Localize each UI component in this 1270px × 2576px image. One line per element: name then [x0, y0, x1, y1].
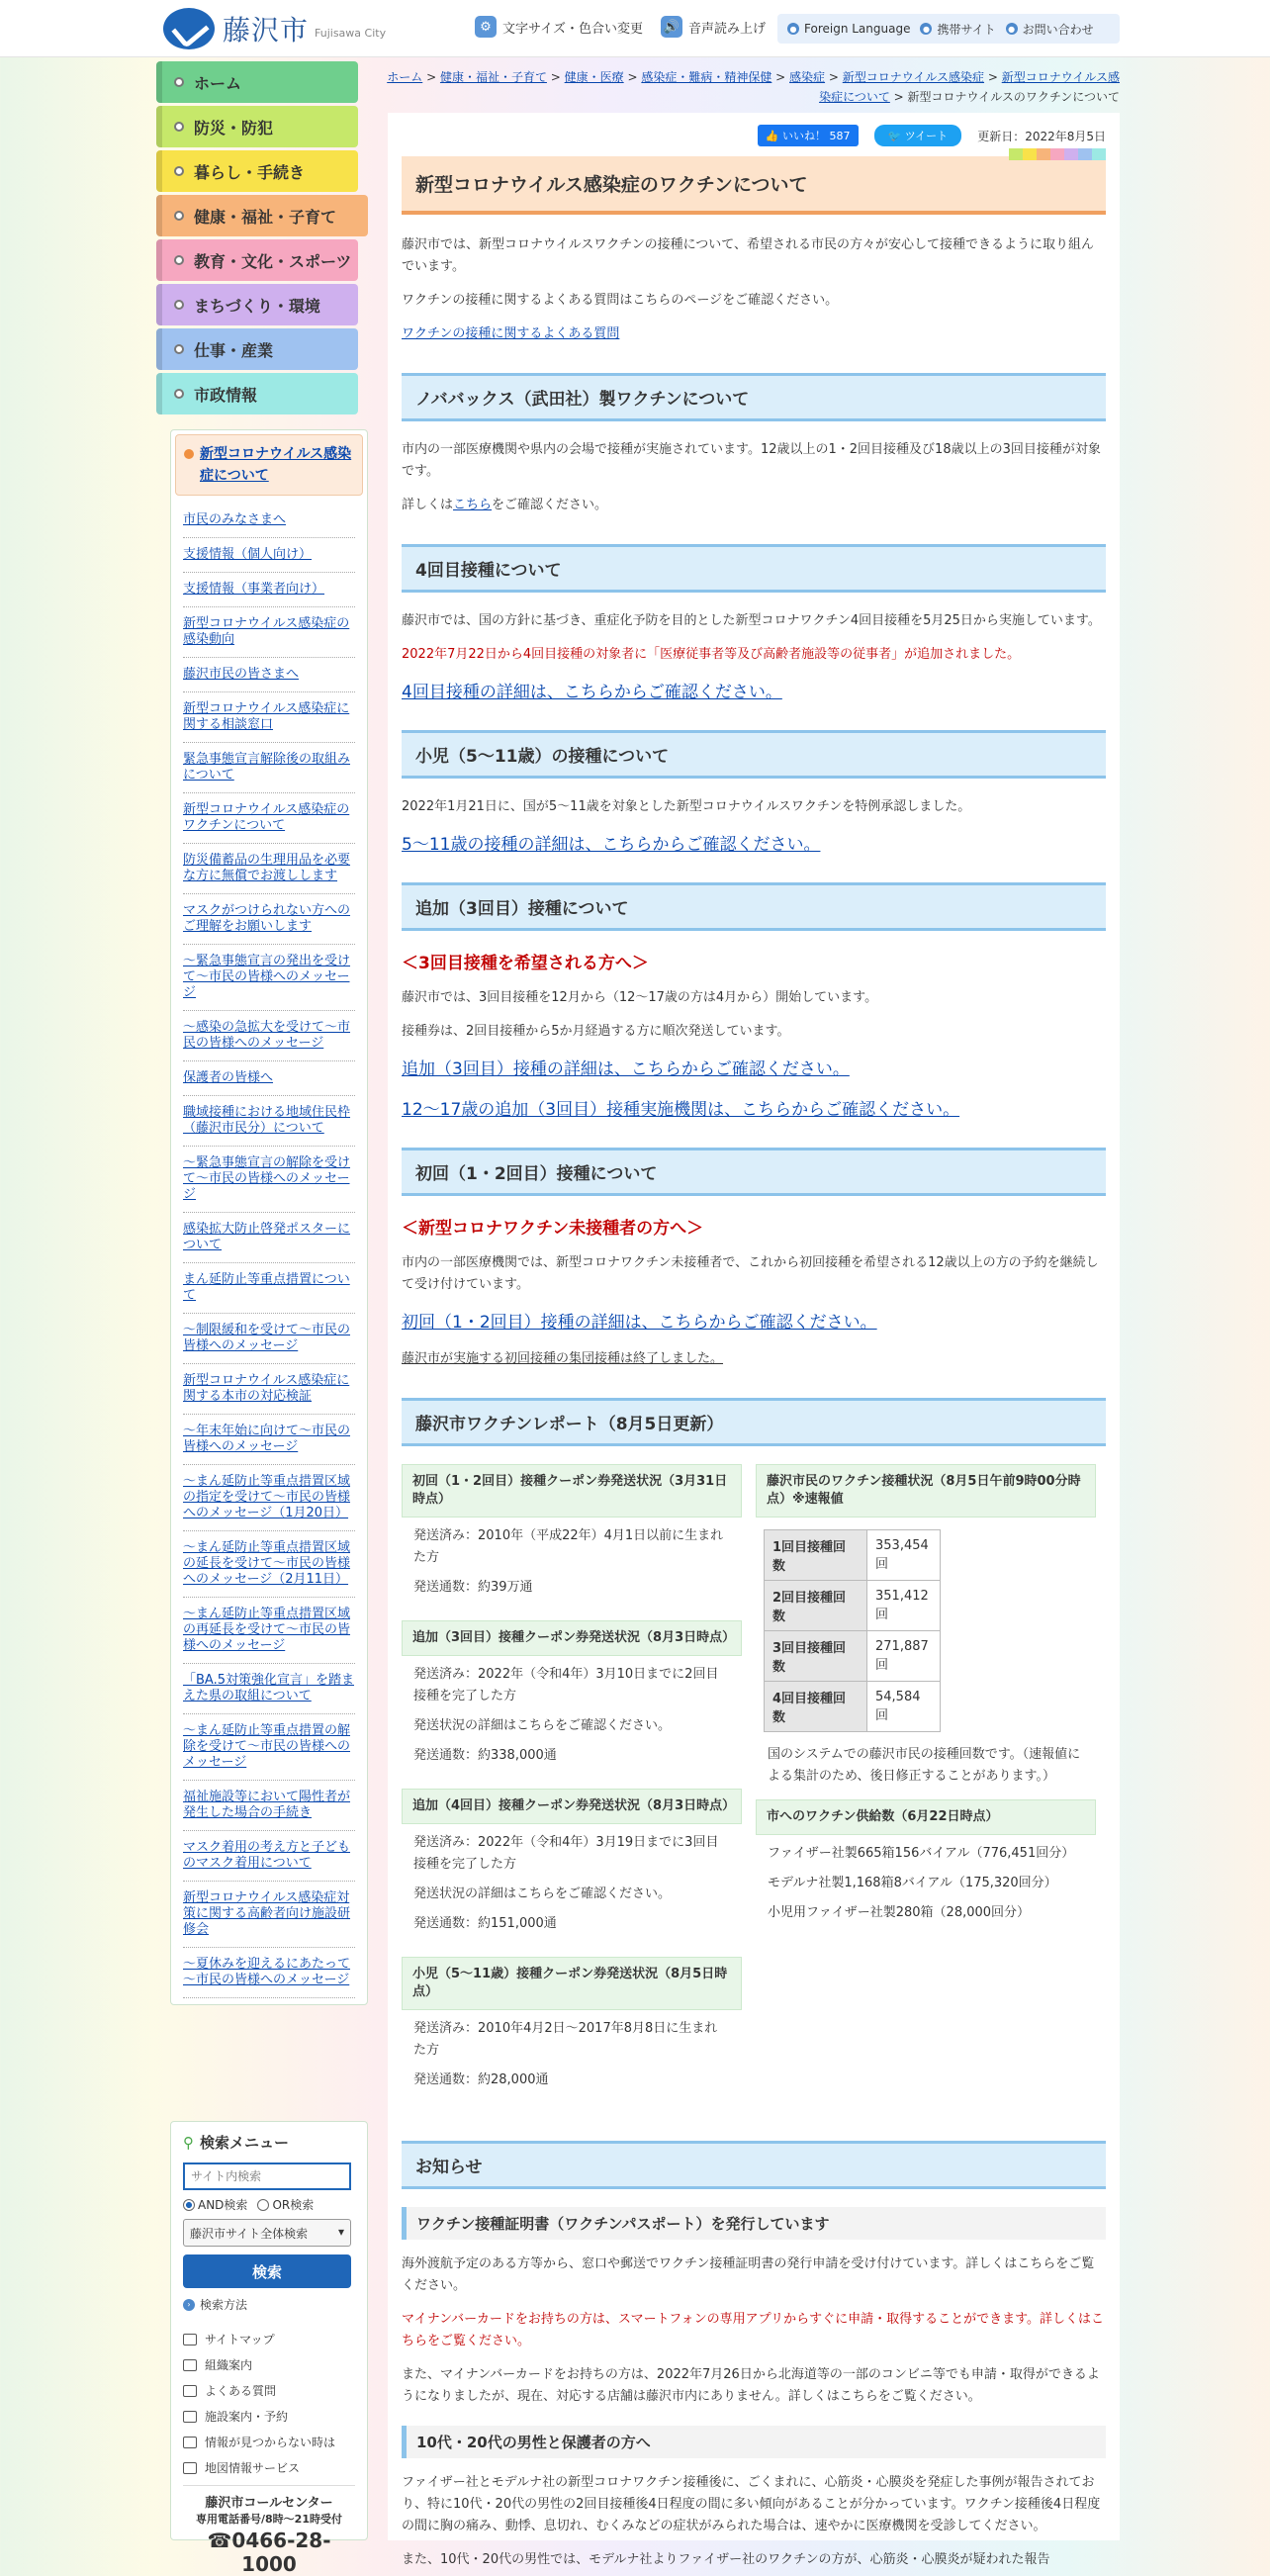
breadcrumb-link[interactable]: 感染症・難病・精神保健	[641, 70, 772, 84]
local-menu-link[interactable]: 職域接種における地域住民枠（藤沢市民分）について	[183, 1105, 351, 1136]
link-icon	[183, 2437, 197, 2448]
breadcrumb-separator: >	[546, 70, 565, 84]
local-menu-link[interactable]: 「BA.5対策強化宣言」を踏まえた県の取組について	[183, 1673, 354, 1703]
faq-link[interactable]: ワクチンの接種に関するよくある質問	[402, 326, 620, 341]
novavax-detail: 詳しくはこちらをご確認ください。	[402, 498, 608, 512]
bullet-icon	[174, 255, 184, 265]
call-center-hours: 専用電話番号/8時～21時受付	[196, 2513, 342, 2526]
third-dose-text1: 藤沢市では、3回目接種を12月から（12～17歳の方は4月から）開始しています。	[402, 990, 878, 1005]
utility-link[interactable]: 施設案内・予約	[183, 2408, 355, 2425]
thumbs-up-icon: 👍	[765, 130, 779, 142]
local-menu-item[interactable]	[183, 1781, 355, 1831]
breadcrumb-separator: >	[825, 70, 843, 84]
bullet-icon	[174, 77, 184, 87]
coupon-card	[402, 1789, 742, 1951]
coupon-card-heading: 初回（1・2回目）接種クーポン券発送状況（3月31日時点）	[402, 1464, 742, 1518]
search-mode	[183, 2196, 355, 2213]
breadcrumb-link[interactable]: 感染症	[789, 70, 826, 84]
breadcrumb-separator: >	[623, 70, 642, 84]
coupon-card-heading: 小児（5～11歳）接種クーポン券発送状況（8月5日時点）	[402, 1957, 742, 2010]
breadcrumb-separator: >	[422, 70, 440, 84]
coupon-card-body	[402, 1824, 742, 1951]
local-menu-item[interactable]	[183, 1213, 355, 1263]
status-value: 271,887回	[867, 1631, 941, 1682]
nav-item-label: まちづくり・環境	[194, 296, 320, 316]
local-menu-link[interactable]: 藤沢市民の皆さまへ	[183, 667, 300, 682]
local-menu-item[interactable]	[183, 1415, 355, 1465]
mobile-site-link[interactable]: ● 携帯サイト	[920, 21, 995, 38]
or-radio[interactable]	[257, 2199, 269, 2211]
local-menu-link[interactable]: まん延防止等重点措置について	[183, 1272, 350, 1303]
arrow-icon: ›	[183, 2299, 195, 2311]
vaccination-status-column	[756, 1464, 1096, 2113]
local-menu-item[interactable]	[183, 1364, 355, 1415]
breadcrumb-link[interactable]: 健康・医療	[564, 70, 624, 84]
voice-label: 音声読み上げ	[688, 21, 767, 37]
fourth-dose-text: 藤沢市では、国の方針に基づき、重症化予防を目的とした新型コロナワクチン4回目接種を5月25日から実施しています。	[402, 613, 1101, 628]
local-menu-link[interactable]: 新型コロナウイルス感染症に関する本市の対応検証	[183, 1373, 350, 1404]
call-center-title: 藤沢市コールセンター	[205, 2496, 333, 2511]
breadcrumb-link[interactable]: 新型コロナウイルス感染症について	[819, 70, 1120, 104]
nav-item-label: 市政情報	[194, 385, 258, 405]
report-heading: 藤沢市ワクチンレポート（8月5日更新）	[402, 1398, 1106, 1446]
local-menu-link[interactable]: ～緊急事態宣言の発出を受けて～市民の皆様へのメッセージ	[183, 954, 351, 1000]
bullet-icon	[174, 166, 184, 176]
novavax-link[interactable]: こちら	[453, 498, 493, 512]
coupon-card-line: 発送状況の詳細はこちらをご確認ください。	[413, 1718, 672, 1733]
fourth-dose-link[interactable]: 4回目接種の詳細は、こちらからご確認ください。	[402, 683, 782, 702]
coupon-card-line: 発送済み：2022年（令和4年）3月19日までに3回目接種を完了した方	[413, 1835, 719, 1872]
coupon-card-body	[402, 2010, 742, 2107]
notice-heading: お知らせ	[402, 2141, 1106, 2189]
local-menu-item[interactable]	[183, 844, 355, 894]
search-input[interactable]	[183, 2162, 351, 2190]
nav-item-label: 暮らし・手続き	[194, 162, 306, 182]
nav-item-1[interactable]	[156, 106, 358, 147]
local-menu-link[interactable]: ～緊急事態宣言の解除を受けて～市民の皆様へのメッセージ	[183, 1155, 351, 1202]
coupon-card-line: 発送済み：2010年（平成22年）4月1日以前に生まれた方	[413, 1528, 724, 1565]
supply-heading: 市へのワクチン供給数（6月22日時点）	[756, 1799, 1096, 1835]
search-menu	[170, 2121, 368, 2576]
status-table	[764, 1529, 941, 1732]
and-label: AND検索	[198, 2198, 248, 2212]
utility-link[interactable]: サイトマップ	[183, 2331, 355, 2347]
global-nav	[156, 61, 358, 417]
local-menu-link[interactable]: 新型コロナウイルス感染症の感染動向	[183, 616, 350, 647]
local-menu-link[interactable]: ～まん延防止等重点措置区域の延長を受けて～市民の皆様へのメッセージ（2月11日）	[183, 1540, 351, 1587]
coupon-card-heading: 追加（3回目）接種クーポン券発送状況（8月3日時点）	[402, 1620, 742, 1656]
status-value: 351,412回	[867, 1581, 941, 1631]
nav-item-5[interactable]	[156, 284, 358, 325]
call-center	[183, 2485, 355, 2576]
third-dose-subheading: ＜3回目接種を希望される方へ＞	[402, 954, 649, 973]
local-menu-item[interactable]	[183, 1465, 355, 1531]
local-menu-item[interactable]	[183, 894, 355, 945]
local-menu-item[interactable]	[183, 538, 355, 573]
supply-item: ファイザー社製665箱156バイアル（776,451回分）	[768, 1846, 1075, 1861]
local-menu-link[interactable]: ～年末年始に向けて～市民の皆様へのメッセージ	[183, 1424, 351, 1454]
and-radio[interactable]	[183, 2199, 195, 2211]
local-menu-item[interactable]	[183, 1147, 355, 1213]
third-dose-text2: 接種券は、2回目接種から5か月経過する方に順次発送しています。	[402, 1024, 790, 1039]
local-menu-link[interactable]: 福祉施設等において陽性者が発生した場合の手続き	[183, 1790, 351, 1820]
speaker-icon: 🔊	[661, 16, 682, 38]
city-emblem-icon	[163, 8, 215, 49]
mobile-icon: ●	[920, 23, 932, 35]
voice-reading-button[interactable]	[661, 16, 766, 38]
status-label: 3回目接種回数	[765, 1631, 867, 1682]
breadcrumb-link[interactable]: 新型コロナウイルス感染症	[842, 70, 985, 84]
status-row	[765, 1581, 941, 1631]
local-menu-link[interactable]: 新型コロナウイルス感染症に関する相談窓口	[183, 701, 350, 732]
first-dose-link[interactable]: 初回（1・2回目）接種の詳細は、こちらからご確認ください。	[402, 1313, 877, 1333]
local-menu	[170, 429, 368, 2005]
local-menu-link[interactable]: ～まん延防止等重点措置の解除を受けて～市民の皆様へのメッセージ	[183, 1723, 351, 1770]
status-heading: 藤沢市民のワクチン接種状況（8月5日午前9時00分時点）※速報値	[756, 1464, 1096, 1518]
local-menu-item[interactable]	[183, 1882, 355, 1948]
local-menu-item[interactable]	[183, 1664, 355, 1714]
local-menu-item[interactable]	[183, 573, 355, 607]
breadcrumb-link[interactable]: 健康・福祉・子育て	[439, 70, 547, 84]
local-menu-link[interactable]: 新型コロナウイルス感染症のワクチンについて	[183, 802, 350, 833]
certificate-heading: ワクチン接種証明書（ワクチンパスポート）を発行しています	[402, 2207, 1106, 2240]
supply-list	[756, 1835, 1096, 1940]
utility-link[interactable]: よくある質問	[183, 2382, 355, 2399]
nav-item-label: 防災・防犯	[194, 118, 274, 138]
font-color-button[interactable]	[475, 16, 643, 38]
local-menu-item[interactable]	[183, 945, 355, 1011]
local-menu-item[interactable]	[183, 1263, 355, 1314]
breadcrumb-current: 新型コロナウイルスのワクチンについて	[907, 90, 1120, 104]
local-menu-item[interactable]	[183, 1598, 355, 1664]
page-title: 新型コロナウイルス感染症のワクチンについて	[402, 156, 1106, 215]
status-value: 353,454回	[867, 1530, 941, 1581]
local-menu-link[interactable]: マスクがつけられない方へのご理解をお願いします	[183, 903, 351, 934]
bullet-icon	[174, 389, 184, 399]
local-menu-item[interactable]	[183, 1314, 355, 1364]
bullet-icon	[174, 344, 184, 354]
local-menu-link[interactable]: 保護者の皆様へ	[183, 1070, 274, 1085]
status-note: 国のシステムでの藤沢市民の接種回数です。（速報値による集計のため、後日修正することがあります。）	[768, 1747, 1081, 1784]
local-menu-link[interactable]: 市民のみなさまへ	[183, 512, 287, 527]
novavax-heading: ノババックス（武田社）製ワクチンについて	[402, 373, 1106, 421]
local-menu-item[interactable]	[183, 1011, 355, 1061]
child-heading: 小児（5～11歳）の接種について	[402, 730, 1106, 779]
breadcrumb-link[interactable]: ホーム	[387, 70, 423, 84]
child-link[interactable]: 5～11歳の接種の詳細は、こちらからご確認ください。	[402, 835, 821, 855]
utility-link[interactable]: 情報が見つからない時は	[183, 2434, 355, 2450]
status-label: 4回目接種回数	[765, 1682, 867, 1732]
nav-item-4[interactable]	[156, 239, 358, 281]
nav-item-label: ホーム	[194, 73, 242, 93]
breadcrumb-separator: >	[889, 90, 908, 104]
local-menu-link[interactable]: 緊急事態宣言解除後の取組みについて	[183, 752, 351, 782]
status-row	[765, 1682, 941, 1732]
local-menu-link[interactable]: 感染拡大防止啓発ポスターについて	[183, 1222, 351, 1252]
bullet-icon	[174, 211, 184, 221]
foreign-language-link[interactable]: ● Foreign Language	[787, 22, 910, 36]
link-icon	[183, 2334, 197, 2346]
site-logo[interactable]	[163, 8, 386, 49]
local-menu-link[interactable]: 新型コロナウイルス感染症対策に関する高齢者向け施設研修会	[183, 1890, 351, 1937]
local-menu-item[interactable]	[183, 1948, 355, 1998]
twitter-icon: 🐦	[887, 130, 902, 142]
local-menu-item[interactable]	[183, 1096, 355, 1147]
chevron-down-icon: ▾	[337, 2225, 344, 2239]
mail-icon: ●	[1006, 23, 1018, 35]
local-menu-link[interactable]: ～まん延防止等重点措置区域の再延長を受けて～市民の皆様へのメッセージ	[183, 1607, 351, 1653]
local-menu-link[interactable]: ～まん延防止等重点措置区域の指定を受けて～市民の皆様へのメッセージ（1月20日）	[183, 1474, 351, 1520]
link-icon	[183, 2385, 197, 2397]
local-menu-item[interactable]	[183, 1714, 355, 1781]
search-howto-link[interactable]: › 検索方法	[183, 2296, 355, 2313]
facebook-like-button[interactable]: 👍 いいね！ 587	[758, 125, 859, 146]
status-label: 2回目接種回数	[765, 1581, 867, 1631]
local-menu-item[interactable]	[183, 1531, 355, 1598]
local-menu-item[interactable]	[183, 607, 355, 658]
young-men-heading: 10代・20代の男性と保護者の方へ	[402, 2426, 1106, 2458]
breadcrumb	[386, 67, 1120, 107]
coupon-card-line: 発送通数：約28,000通	[413, 2072, 549, 2087]
site-header	[0, 0, 1270, 57]
gear-icon: ⚙	[475, 16, 497, 38]
coupon-card	[402, 1620, 742, 1783]
intro-text: 藤沢市では、新型コロナウイルスワクチンの接種について、希望される市民の方々が安心して接種できるように取り組んでいます。	[402, 237, 1095, 274]
coupon-card-heading: 追加（4回目）接種クーポン券発送状況（8月3日時点）	[402, 1789, 742, 1824]
bullet-icon	[174, 122, 184, 132]
font-color-label: 文字サイズ・色合い変更	[502, 21, 643, 37]
coupon-status-column	[402, 1464, 742, 2113]
local-menu-item[interactable]	[183, 1831, 355, 1882]
nav-item-2[interactable]	[156, 150, 358, 192]
link-icon	[183, 2411, 197, 2423]
local-menu-item[interactable]	[183, 658, 355, 692]
local-menu-item[interactable]	[183, 504, 355, 538]
tweet-button[interactable]: 🐦 ツイート	[874, 125, 962, 146]
status-value: 54,584回	[867, 1682, 941, 1732]
contact-link[interactable]: ● お問い合わせ	[1006, 21, 1094, 38]
local-menu-link[interactable]: マスク着用の考え方と子どものマスク着用について	[183, 1840, 351, 1871]
local-menu-link[interactable]: ～夏休みを迎えるにあたって～市民の皆様へのメッセージ	[183, 1957, 351, 1987]
local-menu-item[interactable]	[183, 793, 355, 844]
first-dose-subheading: ＜新型コロナワクチン未接種者の方へ＞	[402, 1219, 704, 1239]
coupon-card-line: 発送通数：約151,000通	[413, 1916, 557, 1931]
local-menu-link[interactable]: ～制限緩和を受けて～市民の皆様へのメッセージ	[183, 1323, 351, 1353]
status-label: 1回目接種回数	[765, 1530, 867, 1581]
nav-item-0[interactable]	[156, 61, 358, 103]
certificate-text1: 海外渡航予定のある方等から、窓口や郵送でワクチン接種証明書の発行申請を受け付けています。詳しくはこちらをご覧ください。	[402, 2256, 1095, 2293]
search-menu-title: ⚲ 検索メニュー	[183, 2133, 290, 2152]
first-dose-text: 市内の一部医療機関では、新型コロナワクチン未接種者で、これから初回接種を希望される12歳以上の方の予約を継続して受け付けています。	[402, 1255, 1099, 1292]
child-text: 2022年1月21日に、国が5～11歳を対象とした新型コロナウイルスワクチンを特例承認しました。	[402, 799, 971, 814]
coupon-card-line: 発送済み：2010年4月2日～2017年8月8日に生まれた方	[413, 2021, 718, 2058]
third-dose-link[interactable]: 追加（3回目）接種の詳細は、こちらからご確認ください。	[402, 1059, 850, 1079]
local-menu-item[interactable]	[183, 743, 355, 793]
vaccine-report	[402, 1464, 1106, 2113]
supply-item: 小児用ファイザー社製280箱（28,000回分）	[768, 1905, 1031, 1920]
myocarditis-text2: また、10代・20代の男性では、モデルナ社よりファイザー社のワクチンの方が、心筋炎・心膜炎が疑われた報告	[402, 2552, 1050, 2567]
local-menu-link[interactable]: 防災備蓄品の生理用品を必要な方に無償でお渡しします	[183, 853, 351, 883]
coupon-card-line: 発送通数：約338,000通	[413, 1748, 557, 1763]
leaf-icon: ⚲	[183, 2133, 194, 2152]
third-dose-teen-link[interactable]: 12～17歳の追加（3回目）接種実施機関は、こちらからご確認ください。	[402, 1100, 960, 1120]
fourth-dose-notice: 2022年7月22日から4回目接種の対象者に「医療従事者等及び高齢者施設等の従事者」が追加されました。	[402, 647, 1021, 662]
local-menu-link[interactable]: 支援情報（事業者向け）	[183, 582, 325, 597]
local-menu-heading-link[interactable]: 新型コロナウイルス感染症について	[200, 446, 352, 484]
link-icon	[183, 2359, 197, 2371]
breadcrumb-separator: >	[771, 70, 790, 84]
breadcrumb-separator: >	[984, 70, 1002, 84]
status-row	[765, 1530, 941, 1581]
logo-english: Fujisawa City	[315, 26, 387, 40]
color-swatch-decoration	[1009, 148, 1106, 160]
local-menu-link[interactable]: ～感染の急拡大を受けて～市民の皆様へのメッセージ	[183, 1020, 351, 1051]
myocarditis-text: ファイザー社とモデルナ社の新型コロナワクチン接種後に、ごくまれに、心筋炎・心膜炎を発症した事例が報告されており、特に10代・20代の男性の2回目接種後4日程度の間に多い傾向があることが分かっています。ワクチン接種後4日程度の間に胸の痛み、動悸、息切れ、むくみなどの症状がみられた場合は、速やかに医療機関を受診してください。	[402, 2475, 1101, 2533]
coupon-card-body	[402, 1656, 742, 1783]
local-menu-item[interactable]	[183, 692, 355, 743]
coupon-card-body	[402, 1518, 742, 1614]
header-links	[777, 14, 1120, 44]
coupon-card	[402, 1464, 742, 1614]
globe-icon: ●	[787, 23, 799, 35]
social-bar	[402, 125, 1106, 146]
bullet-icon	[174, 300, 184, 310]
novavax-text: 市内の一部医療機関や県内の会場で接種が実施されています。12歳以上の1・2回目接種及び18歳以上の3回目接種が対象です。	[402, 442, 1101, 479]
certificate-text3: また、マイナンバーカードをお持ちの方は、2022年7月26日から北海道等の一部のコンビニ等でも申請・取得ができるようになりましたが、現在、対応する店舗は藤沢市内にありません。詳しくはこちらをご覧ください。	[402, 2367, 1100, 2404]
link-icon	[183, 2462, 197, 2474]
search-button[interactable]: 検索	[183, 2254, 351, 2288]
certificate-text2: マイナンバーカードをお持ちの方は、スマートフォンの専用アプリからすぐに申請・取得することができます。詳しくはこちらをご覧ください。	[402, 2312, 1105, 2348]
logo-text: 藤沢市	[223, 14, 310, 46]
coupon-card-line: 発送通数：約39万通	[413, 1580, 533, 1595]
coupon-card-line: 発送済み：2022年（令和4年）3月10日までに2回目接種を完了した方	[413, 1667, 719, 1703]
updated-date: 更新日：2022年8月5日	[977, 129, 1106, 143]
nav-item-3[interactable]	[156, 195, 368, 236]
nav-item-7[interactable]	[156, 373, 358, 414]
phone-icon: ☎	[207, 2529, 232, 2552]
local-menu-item[interactable]	[183, 1061, 355, 1096]
fourth-dose-heading: 4回目接種について	[402, 544, 1106, 593]
call-center-number[interactable]: ☎0466-28-1000	[207, 2529, 331, 2576]
coupon-card-line: 発送状況の詳細はこちらをご確認ください。	[413, 1886, 672, 1901]
utility-link[interactable]: 組織案内	[183, 2356, 355, 2373]
local-menu-heading[interactable]	[175, 434, 363, 496]
status-row	[765, 1631, 941, 1682]
utility-link[interactable]: 地図情報サービス	[183, 2459, 355, 2476]
nav-item-label: 健康・福祉・子育て	[194, 207, 337, 227]
nav-item-label: 教育・文化・スポーツ	[194, 251, 352, 271]
supply-item: モデルナ社製1,168箱8バイアル（175,320回分）	[768, 1876, 1057, 1890]
nav-item-label: 仕事・産業	[194, 340, 274, 360]
search-scope-select[interactable]: 藤沢市サイト全体検索 ▾	[183, 2219, 351, 2247]
or-label: OR検索	[272, 2198, 315, 2212]
group-vaccination-link[interactable]: 藤沢市が実施する初回接種の集団接種は終了しました。	[402, 1351, 724, 1366]
local-menu-link[interactable]: 支援情報（個人向け）	[183, 547, 313, 562]
first-dose-heading: 初回（1・2回目）接種について	[402, 1148, 1106, 1196]
coupon-card	[402, 1957, 742, 2107]
intro-faq-text: ワクチンの接種に関するよくある質問はこちらのページをご確認ください。	[402, 293, 839, 308]
main-content	[388, 113, 1120, 2567]
third-dose-heading: 追加（3回目）接種について	[402, 882, 1106, 931]
nav-item-6[interactable]	[156, 328, 358, 370]
